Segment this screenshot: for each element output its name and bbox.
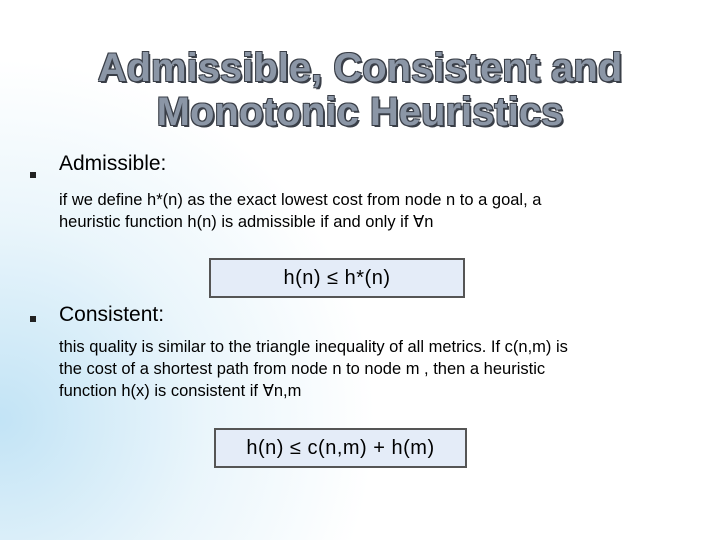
- consistent-text-line-1: this quality is similar to the triangle inequality of all metrics. If c(n,m) is: [59, 338, 568, 356]
- consistent-definition: [59, 336, 689, 402]
- consistent-formula-box: [214, 428, 467, 468]
- bullet-icon: [30, 316, 36, 322]
- title-line-2: Monotonic Heuristics: [156, 90, 564, 134]
- admissible-formula: h(n) ≤ h*(n): [283, 267, 391, 289]
- admissible-text-line-2: heuristic function h(n) is admissible if and only if ∀n: [59, 213, 434, 231]
- admissible-formula-box: [209, 258, 465, 298]
- title-line-1: Admissible, Consistent and: [97, 46, 623, 90]
- bullet-icon: [30, 172, 36, 178]
- consistent-text-line-3: function h(x) is consistent if ∀n,m: [59, 382, 302, 400]
- consistent-formula: h(n) ≤ c(n,m) + h(m): [246, 437, 435, 459]
- slide-title: [0, 46, 720, 134]
- admissible-heading: Admissible:: [59, 152, 167, 175]
- consistent-heading: Consistent:: [59, 303, 165, 326]
- consistent-text-line-2: the cost of a shortest path from node n to node m , then a heuristic: [59, 360, 546, 378]
- admissible-text-line-1: if we define h*(n) as the exact lowest cost from node n to a goal, a: [59, 191, 542, 209]
- admissible-definition: [59, 189, 689, 233]
